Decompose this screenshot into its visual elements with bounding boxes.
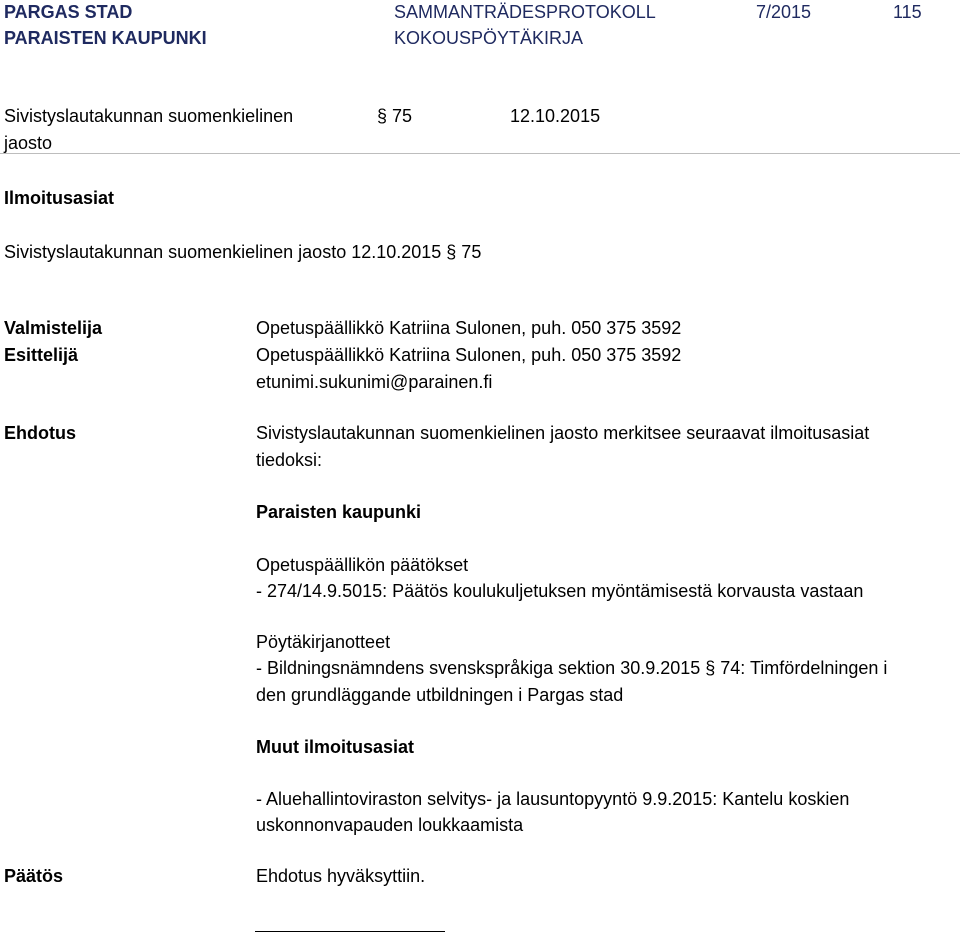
doc-type-finnish: KOKOUSPÖYTÄKIRJA — [394, 28, 584, 48]
protocol-number: 7/2015 — [756, 2, 812, 22]
item-reference: Sivistyslautakunnan suomenkielinen jaosto 12.10.2015 § 75 — [4, 242, 482, 262]
preparer-label: Valmistelija — [4, 318, 103, 338]
decision-text: Ehdotus hyväksyttiin. — [256, 866, 426, 886]
city-heading: Paraisten kaupunki — [256, 502, 422, 522]
decision-label: Päätös — [4, 866, 64, 886]
meeting-body-line2: jaosto — [4, 133, 53, 153]
org-name-finnish: PARAISTEN KAUPUNKI — [4, 28, 207, 48]
minutes-item-line2: den grundläggande utbildningen i Pargas stad — [256, 685, 624, 705]
org-name-swedish: PARGAS STAD — [4, 2, 133, 22]
item-title: Ilmoitusasiat — [4, 188, 115, 208]
presenter-value: Opetuspäällikkö Katriina Sulonen, puh. 050 375 3592 — [256, 345, 682, 365]
decision-item: - 274/14.9.5015: Päätös koulukuljetuksen myöntämisestä korvausta vastaan — [256, 581, 864, 601]
decisions-heading: Opetuspäällikön päätökset — [256, 555, 469, 575]
meeting-date: 12.10.2015 — [510, 106, 601, 126]
proposal-label: Ehdotus — [4, 423, 76, 443]
proposal-intro-line2: tiedoksi: — [256, 450, 323, 470]
signature-line — [255, 931, 445, 932]
page-number: 115 — [893, 2, 922, 22]
minutes-item-line1: - Bildningsnämndens svenskspråkiga sektion 30.9.2015 § 74: Timfördelningen i — [256, 658, 888, 678]
section-number: § 75 — [377, 106, 413, 126]
minutes-heading: Pöytäkirjanotteet — [256, 632, 391, 652]
preparer-value: Opetuspäällikkö Katriina Sulonen, puh. 050 375 3592 — [256, 318, 682, 338]
header-divider — [0, 153, 960, 154]
doc-type-swedish: SAMMANTRÄDESPROTOKOLL — [394, 2, 656, 22]
other-item-line2: uskonnonvapauden loukkaamista — [256, 815, 524, 835]
presenter-email: etunimi.sukunimi@parainen.fi — [256, 372, 493, 392]
proposal-intro-line1: Sivistyslautakunnan suomenkielinen jaosto merkitsee seuraavat ilmoitusasiat — [256, 423, 870, 443]
meeting-body-line1: Sivistyslautakunnan suomenkielinen — [4, 106, 294, 126]
other-item-line1: - Aluehallintoviraston selvitys- ja lausuntopyyntö 9.9.2015: Kantelu koskien — [256, 789, 850, 809]
presenter-label: Esittelijä — [4, 345, 79, 365]
other-heading: Muut ilmoitusasiat — [256, 737, 415, 757]
